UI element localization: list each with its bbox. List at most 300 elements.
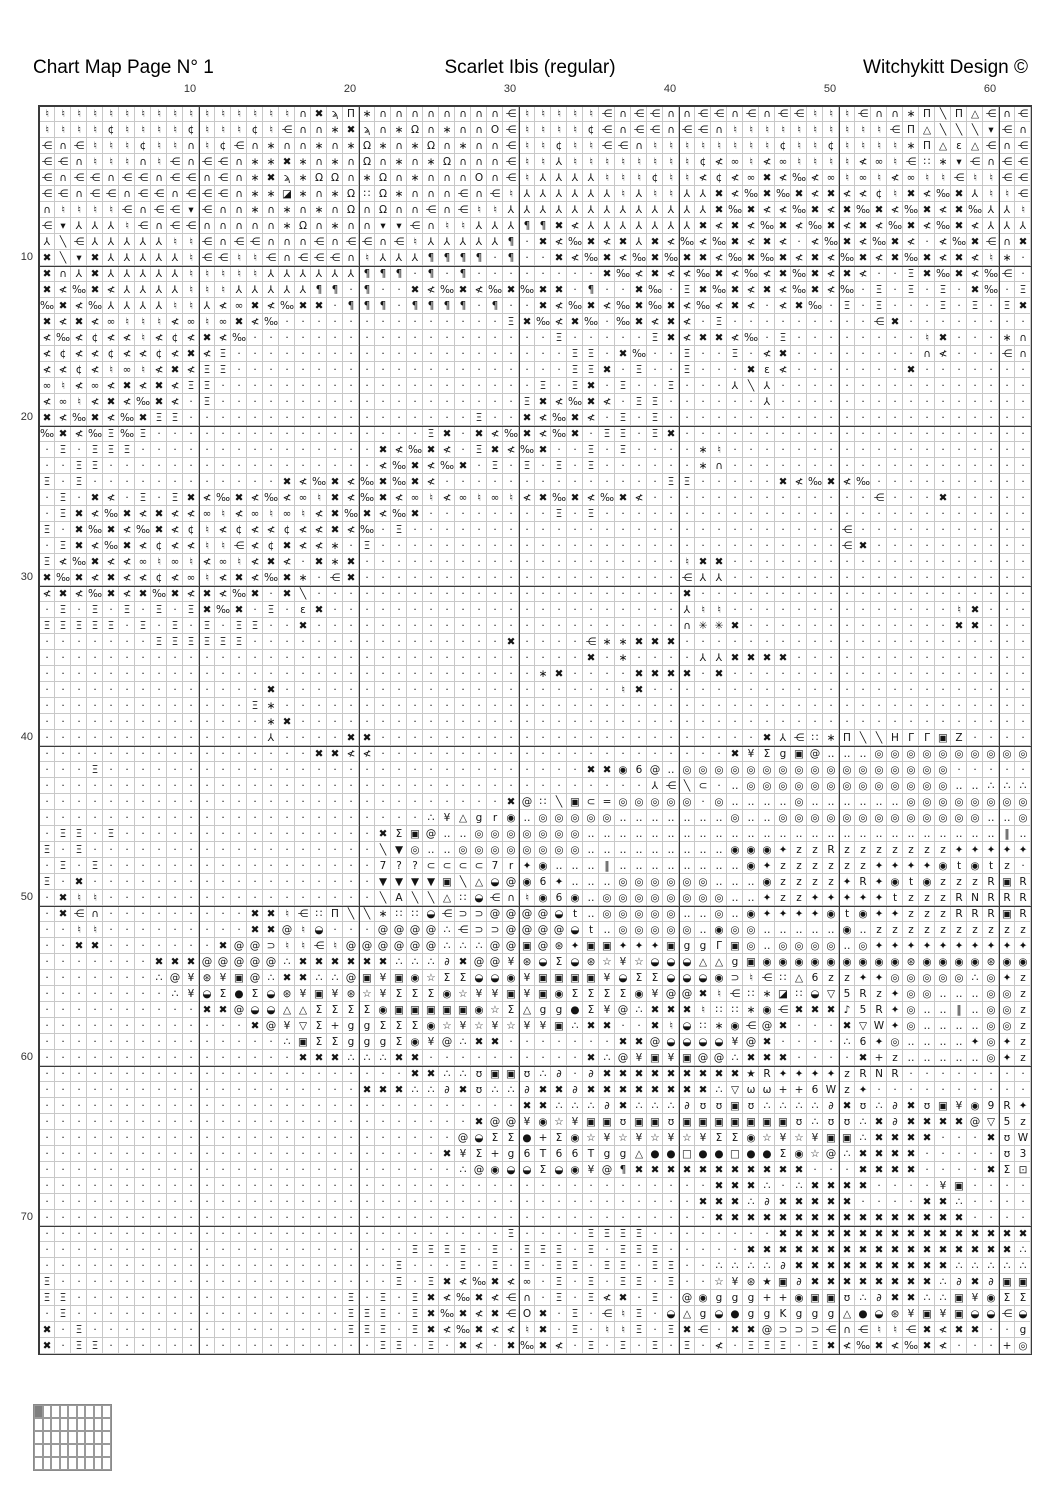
stitch-cell: · [701, 1180, 705, 1192]
stitch-cell: · [93, 748, 97, 760]
stitch-cell: ◎ [906, 748, 916, 760]
stitch-cell: ∴ [811, 1116, 819, 1128]
stitch-cell: ╲ [379, 892, 387, 904]
stitch-cell: · [637, 1180, 641, 1192]
stitch-cell: ✖ [842, 1212, 852, 1224]
stitch-cell: ∴ [443, 1068, 451, 1080]
stitch-cell: ¥ [331, 988, 339, 1000]
stitch-cell: Ξ [907, 284, 915, 296]
stitch-cell: · [317, 1180, 321, 1192]
stitch-cell: · [333, 1340, 337, 1352]
stitch-cell: @ [665, 988, 677, 1000]
stitch-cell: ☆ [554, 1116, 564, 1128]
stitch-cell: · [861, 316, 865, 328]
stitch-cell: ∴ [843, 1148, 851, 1160]
stitch-cell: ¶ [619, 1164, 627, 1176]
stitch-cell: · [925, 236, 929, 248]
stitch-cell: · [189, 1132, 193, 1144]
stitch-cell: ≮ [922, 188, 932, 200]
stitch-cell: ⋲ [233, 540, 245, 552]
stitch-cell: ⋲ [601, 140, 613, 152]
stitch-cell: ≮ [58, 284, 68, 296]
stitch-cell: · [685, 428, 689, 440]
row-label: 40 [20, 731, 33, 743]
stitch-cell: 6 [635, 764, 643, 776]
stitch-cell: · [477, 604, 481, 616]
stitch-cell: · [365, 348, 369, 360]
stitch-cell: · [957, 1148, 961, 1160]
stitch-cell: ⋲ [41, 220, 53, 232]
stitch-cell: Σ [379, 1020, 387, 1032]
stitch-cell: ⋲ [505, 156, 517, 168]
stitch-cell: ✦ [874, 972, 884, 984]
stitch-cell: ∩ [347, 172, 355, 184]
stitch-cell: ¥ [635, 1052, 643, 1064]
stitch-cell: · [941, 556, 945, 568]
stitch-cell: · [1021, 684, 1025, 696]
stitch-cell: · [45, 1196, 49, 1208]
stitch-cell: ≮ [602, 396, 612, 408]
stitch-cell: ∷ [363, 188, 371, 200]
stitch-cell: · [173, 604, 177, 616]
stitch-cell: ≮ [106, 332, 116, 344]
stitch-cell: ∂ [892, 1100, 898, 1112]
stitch-cell: ⅄ [699, 188, 707, 200]
stitch-cell: ‥ [731, 908, 739, 920]
stitch-cell: · [349, 892, 353, 904]
stitch-cell: ◒ [666, 972, 676, 984]
stitch-cell: · [45, 1148, 49, 1160]
stitch-cell: · [333, 1084, 337, 1096]
stitch-cell: ∴ [811, 1100, 819, 1112]
stitch-cell: ✖ [602, 1068, 612, 1080]
stitch-cell: · [45, 892, 49, 904]
stitch-cell: ◎ [986, 1004, 996, 1016]
stitch-cell: · [941, 380, 945, 392]
stitch-cell: Ξ [555, 1292, 563, 1304]
stitch-cell: · [797, 460, 801, 472]
stitch-cell: ✖ [74, 572, 84, 584]
stitch-cell: ‰ [551, 492, 567, 504]
stitch-cell: · [317, 732, 321, 744]
stitch-cell: · [205, 1228, 209, 1240]
stitch-cell: · [301, 748, 305, 760]
stitch-cell: · [925, 412, 929, 424]
stitch-cell: · [285, 684, 289, 696]
stitch-cell: · [477, 332, 481, 344]
stitch-cell: · [365, 1100, 369, 1112]
stitch-cell: · [813, 716, 817, 728]
stitch-cell: · [269, 860, 273, 872]
stitch-cell: · [397, 1228, 401, 1240]
stitch-cell: · [1005, 556, 1009, 568]
stitch-cell: ‥ [731, 860, 739, 872]
stitch-cell: · [877, 620, 881, 632]
stitch-cell: ▣ [426, 1004, 436, 1016]
stitch-cell: · [445, 1212, 449, 1224]
stitch-cell: △ [442, 892, 452, 904]
stitch-cell: ✖ [634, 1164, 644, 1176]
stitch-cell: ✖ [714, 1068, 724, 1080]
stitch-cell: ✖ [698, 1196, 708, 1208]
stitch-cell: ✦ [778, 908, 788, 920]
stitch-cell: · [909, 492, 913, 504]
stitch-cell: ∩ [987, 156, 995, 168]
stitch-cell: · [301, 1212, 305, 1224]
stitch-cell: · [893, 700, 897, 712]
stitch-cell: · [493, 1180, 497, 1192]
stitch-cell: · [333, 1244, 337, 1256]
stitch-cell: ✖ [794, 1244, 804, 1256]
stitch-cell: · [141, 1036, 145, 1048]
stitch-cell: · [125, 1148, 129, 1160]
stitch-cell: z [1020, 1004, 1026, 1016]
stitch-cell: · [525, 764, 529, 776]
stitch-cell: ✦ [634, 940, 644, 952]
stitch-cell: · [669, 1292, 673, 1304]
stitch-cell: ∞ [826, 172, 836, 184]
stitch-cell: · [861, 524, 865, 536]
stitch-cell: ‰ [743, 268, 759, 280]
stitch-cell: · [125, 1084, 129, 1096]
stitch-cell: · [269, 1084, 273, 1096]
stitch-cell: ¥ [939, 1180, 947, 1192]
stitch-cell: ♮ [957, 604, 961, 616]
stitch-cell: ‥ [731, 780, 739, 792]
stitch-cell: ≮ [730, 172, 740, 184]
stitch-cell: ∩ [443, 140, 451, 152]
stitch-cell: ⅄ [267, 732, 275, 744]
stitch-cell: · [45, 796, 49, 808]
stitch-cell: ◎ [810, 812, 820, 824]
stitch-cell: · [253, 1084, 257, 1096]
stitch-cell: ✖ [650, 1004, 660, 1016]
stitch-cell: ◎ [458, 844, 468, 856]
stitch-cell: · [221, 716, 225, 728]
stitch-cell: ◎ [858, 764, 868, 776]
stitch-cell: · [861, 492, 865, 504]
stitch-cell: ‰ [551, 428, 567, 440]
stitch-cell: · [829, 508, 833, 520]
stitch-cell: ¥ [939, 1308, 947, 1320]
stitch-cell: ∞ [122, 364, 132, 376]
stitch-cell: · [365, 1260, 369, 1272]
stitch-cell: · [205, 716, 209, 728]
stitch-cell: ✖ [826, 1196, 836, 1208]
stitch-cell: · [589, 1260, 593, 1272]
stitch-cell: @ [489, 908, 501, 920]
stitch-cell: · [493, 1340, 497, 1352]
page-map-cell [68, 1431, 77, 1444]
stitch-cell: ✦ [794, 1068, 804, 1080]
stitch-cell: · [429, 348, 433, 360]
stitch-cell: · [973, 476, 977, 488]
stitch-cell: · [1005, 572, 1009, 584]
stitch-cell: ∷ [539, 796, 547, 808]
stitch-cell: ♮ [173, 236, 177, 248]
stitch-cell: ◎ [826, 780, 836, 792]
stitch-cell: · [541, 700, 545, 712]
stitch-cell: · [605, 620, 609, 632]
stitch-cell: · [557, 572, 561, 584]
stitch-cell: ✖ [858, 1164, 868, 1176]
stitch-cell: Ξ [603, 1228, 611, 1240]
stitch-cell: z [924, 908, 930, 920]
stitch-cell: ✖ [1018, 236, 1028, 248]
stitch-cell: ⅄ [507, 220, 515, 232]
stitch-cell: ∗ [394, 124, 404, 136]
stitch-cell: ◉ [378, 1004, 388, 1016]
stitch-cell: ◎ [890, 972, 900, 984]
stitch-cell: Ξ [651, 1244, 659, 1256]
stitch-cell: · [445, 332, 449, 344]
stitch-cell: · [573, 780, 577, 792]
stitch-cell: ♮ [573, 156, 577, 168]
stitch-cell: · [989, 716, 993, 728]
stitch-cell: · [461, 1116, 465, 1128]
stitch-cell: · [461, 1180, 465, 1192]
stitch-cell: · [109, 604, 113, 616]
stitch-cell: · [669, 732, 673, 744]
stitch-cell: Σ [411, 1020, 419, 1032]
stitch-cell: · [77, 1292, 81, 1304]
stitch-cell: ♮ [125, 140, 129, 152]
stitch-cell: ‥ [683, 908, 691, 920]
page-map-cell [60, 1405, 69, 1418]
stitch-cell: · [717, 588, 721, 600]
stitch-cell: · [45, 1132, 49, 1144]
stitch-cell: ♮ [109, 108, 113, 120]
page-map-cell [77, 1405, 86, 1418]
stitch-cell: ♮ [877, 172, 881, 184]
stitch-cell: ◎ [1002, 1004, 1012, 1016]
stitch-cell: · [349, 1228, 353, 1240]
stitch-cell: · [589, 1308, 593, 1320]
stitch-cell: ♮ [525, 140, 529, 152]
stitch-cell: ‰ [135, 524, 151, 536]
stitch-cell: · [573, 508, 577, 520]
stitch-cell: · [61, 1244, 65, 1256]
stitch-cell: ∴ [1003, 1260, 1011, 1272]
stitch-cell: ✖ [618, 236, 628, 248]
stitch-cell: ◎ [858, 940, 868, 952]
stitch-cell: ✖ [426, 1308, 436, 1320]
stitch-cell: ⋲ [217, 172, 229, 184]
stitch-cell: ‰ [519, 284, 535, 296]
stitch-cell: ✖ [330, 956, 340, 968]
stitch-cell: ≮ [170, 316, 180, 328]
stitch-cell: · [573, 444, 577, 456]
stitch-cell: ◒ [714, 1308, 724, 1320]
stitch-cell: · [893, 332, 897, 344]
stitch-cell: · [685, 1228, 689, 1240]
stitch-cell: · [765, 428, 769, 440]
stitch-cell: ✖ [666, 668, 676, 680]
stitch-cell: ✖ [330, 476, 340, 488]
stitch-cell: · [349, 796, 353, 808]
stitch-cell: ♮ [109, 364, 113, 376]
stitch-cell: · [701, 748, 705, 760]
stitch-cell: ◎ [890, 748, 900, 760]
stitch-cell: ¶ [427, 268, 435, 280]
stitch-cell: · [365, 460, 369, 472]
stitch-cell: ≮ [170, 348, 180, 360]
stitch-cell: ✖ [90, 556, 100, 568]
stitch-cell: · [285, 1292, 289, 1304]
stitch-cell: ≮ [842, 188, 852, 200]
stitch-cell: · [45, 1004, 49, 1016]
stitch-cell: ⅄ [171, 252, 179, 264]
stitch-cell: ✖ [570, 492, 580, 504]
stitch-cell: · [205, 1100, 209, 1112]
stitch-cell: · [253, 764, 257, 776]
stitch-cell: ✖ [762, 1052, 772, 1064]
stitch-cell: · [493, 1228, 497, 1240]
stitch-cell: · [461, 508, 465, 520]
stitch-cell: · [237, 1132, 241, 1144]
stitch-cell: ✖ [922, 1260, 932, 1272]
stitch-cell: ≮ [730, 188, 740, 200]
stitch-cell: · [349, 1212, 353, 1224]
stitch-cell: · [445, 716, 449, 728]
stitch-cell: · [477, 668, 481, 680]
stitch-cell: ✦ [858, 1084, 868, 1096]
stitch-cell: · [93, 684, 97, 696]
stitch-cell: · [333, 1180, 337, 1192]
stitch-cell: Ξ [123, 604, 131, 616]
stitch-cell: g [539, 1004, 547, 1016]
stitch-cell: ⋲ [457, 204, 469, 216]
stitch-cell: · [301, 796, 305, 808]
stitch-cell: · [205, 1324, 209, 1336]
stitch-cell: ♮ [157, 156, 161, 168]
stitch-cell: Ξ [75, 1324, 83, 1336]
stitch-cell: · [941, 460, 945, 472]
stitch-cell: ✖ [714, 1196, 724, 1208]
stitch-cell: · [893, 300, 897, 312]
stitch-cell: · [877, 588, 881, 600]
stitch-cell: ≮ [106, 492, 116, 504]
stitch-cell: ✖ [826, 1212, 836, 1224]
stitch-cell: · [541, 252, 545, 264]
stitch-cell: ♮ [525, 172, 529, 184]
stitch-cell: · [973, 556, 977, 568]
stitch-cell: · [941, 668, 945, 680]
stitch-cell: ‥ [667, 812, 675, 824]
stitch-cell: ≮ [874, 220, 884, 232]
stitch-cell: ◉ [730, 844, 740, 856]
stitch-cell: · [301, 364, 305, 376]
stitch-cell: · [941, 716, 945, 728]
stitch-cell: · [541, 476, 545, 488]
stitch-cell: ✖ [554, 220, 564, 232]
stitch-cell: Ξ [667, 476, 675, 488]
stitch-cell: · [237, 1196, 241, 1208]
stitch-cell: ⋲ [137, 188, 149, 200]
stitch-cell: ✖ [282, 156, 292, 168]
stitch-cell: Ξ [187, 604, 195, 616]
stitch-cell: ¢ [699, 156, 707, 168]
stitch-cell: · [189, 876, 193, 888]
stitch-cell: ∴ [379, 1052, 387, 1064]
stitch-cell: Π [331, 908, 339, 920]
stitch-cell: · [541, 716, 545, 728]
stitch-cell: N [875, 1068, 883, 1080]
stitch-cell: ✖ [826, 1244, 836, 1256]
stitch-cell: · [797, 1020, 801, 1032]
stitch-cell: · [637, 412, 641, 424]
stitch-cell: ¶ [507, 252, 515, 264]
stitch-cell: · [205, 844, 209, 856]
stitch-cell: ✖ [794, 1228, 804, 1240]
stitch-cell: · [477, 348, 481, 360]
stitch-cell: ✖ [730, 748, 740, 760]
stitch-cell: · [685, 700, 689, 712]
stitch-cell: · [109, 1292, 113, 1304]
stitch-cell: ◒ [1018, 1308, 1028, 1320]
stitch-cell: · [413, 1180, 417, 1192]
stitch-cell: ¢ [875, 188, 883, 200]
stitch-cell: ≮ [42, 348, 52, 360]
stitch-cell: ‰ [583, 316, 599, 328]
stitch-cell: T [587, 1148, 595, 1160]
stitch-cell: ∩ [363, 204, 371, 216]
stitch-cell: · [365, 700, 369, 712]
stitch-cell: ✖ [202, 332, 212, 344]
stitch-cell: ∂ [892, 1116, 898, 1128]
stitch-cell: · [45, 700, 49, 712]
stitch-cell: · [269, 1180, 273, 1192]
stitch-cell: · [45, 1084, 49, 1096]
stitch-cell: ✖ [538, 1308, 548, 1320]
stitch-cell: · [109, 924, 113, 936]
stitch-cell: · [749, 476, 753, 488]
stitch-cell: · [61, 812, 65, 824]
stitch-cell: ✖ [458, 1340, 468, 1352]
stitch-cell: ⋲ [1001, 156, 1013, 168]
stitch-cell: ◎ [1018, 812, 1028, 824]
stitch-cell: ✖ [490, 444, 500, 456]
stitch-cell: · [893, 620, 897, 632]
stitch-cell: ✦ [954, 844, 964, 856]
stitch-cell: · [1005, 284, 1009, 296]
stitch-cell: · [669, 1212, 673, 1224]
stitch-cell: · [381, 556, 385, 568]
stitch-cell: Ξ [251, 620, 259, 632]
stitch-cell: · [61, 972, 65, 984]
stitch-cell: ∩ [395, 140, 403, 152]
stitch-cell: ✖ [202, 588, 212, 600]
stitch-cell: ‰ [935, 268, 951, 280]
stitch-cell: · [621, 604, 625, 616]
stitch-cell: · [941, 1132, 945, 1144]
stitch-cell: ⋲ [329, 252, 341, 264]
stitch-cell: ∩ [459, 156, 467, 168]
stitch-cell: · [877, 1180, 881, 1192]
stitch-cell: · [1021, 1068, 1025, 1080]
stitch-cell: ✖ [874, 1148, 884, 1160]
stitch-cell: · [733, 668, 737, 680]
stitch-cell: · [253, 1292, 257, 1304]
stitch-cell: · [397, 764, 401, 776]
stitch-cell: · [125, 684, 129, 696]
stitch-cell: ‰ [439, 284, 455, 296]
stitch-cell: ▣ [954, 1180, 964, 1192]
stitch-cell: · [253, 396, 257, 408]
stitch-cell: · [269, 396, 273, 408]
stitch-cell: z [924, 844, 930, 856]
stitch-cell: ✖ [1018, 300, 1028, 312]
